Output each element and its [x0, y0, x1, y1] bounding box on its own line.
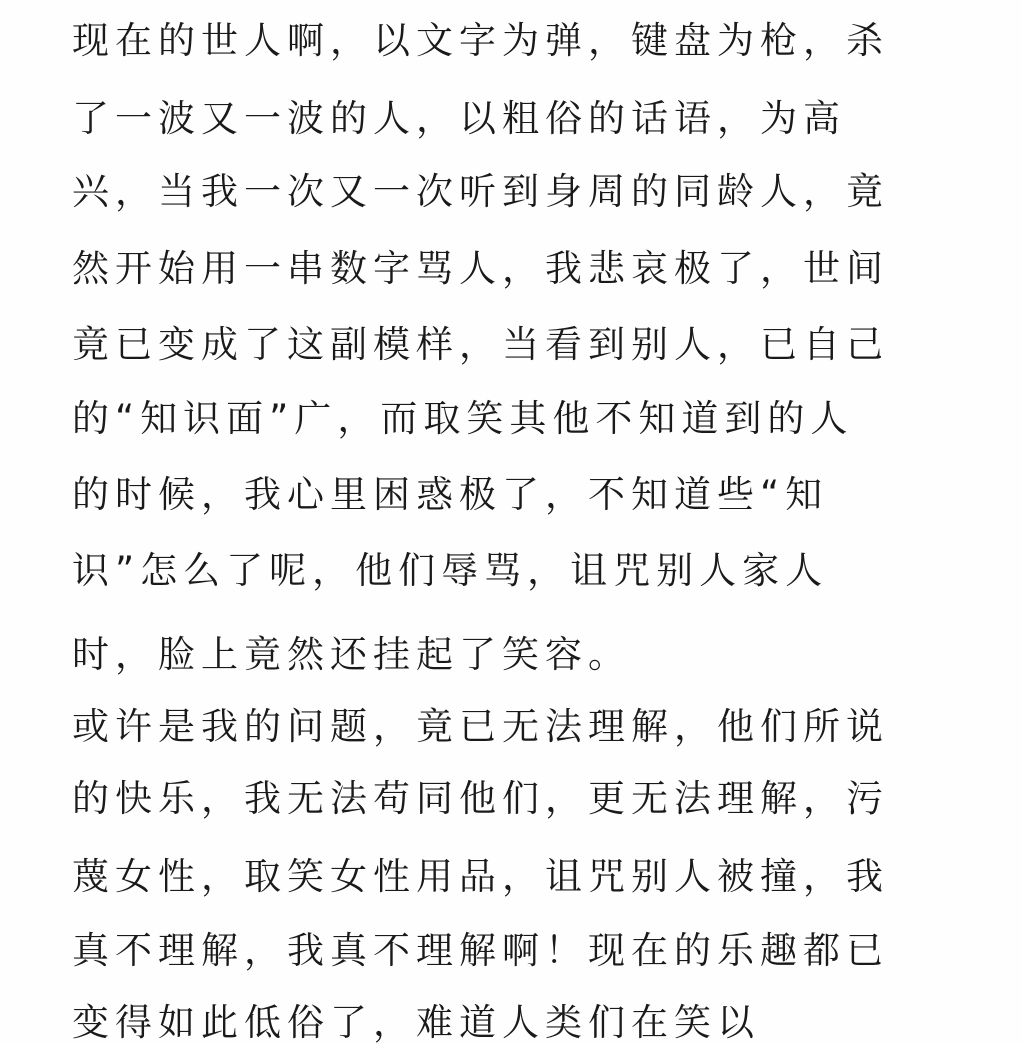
text-line: 现在的世人啊，以文字为弹，键盘为枪，杀 [72, 19, 889, 62]
text-line: 了一波又一波的人，以粗俗的话语，为高 [72, 97, 846, 140]
text-line: 变得如此低俗了，难道人类们在笑以 [72, 1001, 760, 1044]
text-line: 识”怎么了呢，他们辱骂，诅咒别人家人 [72, 549, 829, 592]
text-line: 的快乐，我无法苟同他们，更无法理解，污 [72, 777, 889, 820]
text-line: 时，脸上竟然还挂起了笑容。 [72, 633, 631, 676]
text-line: 或许是我的问题，竟已无法理解，他们所说 [72, 705, 889, 748]
text-line: 蔑女性，取笑女性用品，诅咒别人被撞，我 [72, 855, 889, 898]
text-line: 竟已变成了这副模样，当看到别人，已自己 [72, 323, 889, 366]
text-line: 真不理解，我真不理解啊！现在的乐趣都已 [72, 929, 889, 972]
text-line: 然开始用一串数字骂人，我悲哀极了，世间 [72, 247, 889, 290]
text-line: 兴，当我一次又一次听到身周的同龄人，竟 [72, 170, 889, 213]
text-line: 的“知识面”广，而取笑其他不知道到的人 [72, 397, 854, 440]
text-line: 的时候，我心里困惑极了，不知道些“知 [72, 473, 829, 516]
